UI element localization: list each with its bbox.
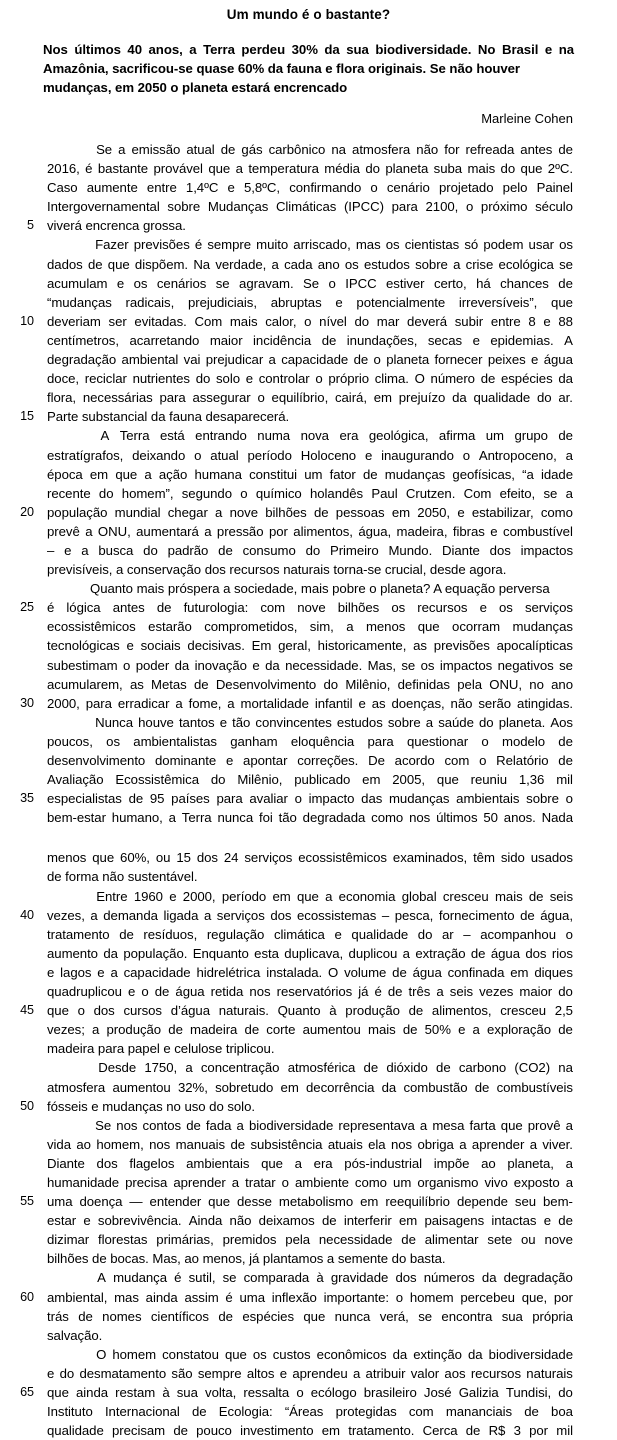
line-text: 2016, é bastante provável que a temperatura média do planeta suba mais do que 2ºC. — [47, 161, 573, 177]
text-line — [0, 944, 617, 963]
line-text: flora, necessárias para assegurar o equilíbrio, cairá, em prejuízo da qualidade do ar. — [47, 390, 573, 406]
text-line — [0, 789, 617, 808]
line-text: estar e sobrevivência. Ainda não deixamos de interferir em paisagens intactas e de — [47, 1213, 573, 1229]
text-line — [0, 1345, 617, 1364]
text-line — [0, 770, 617, 789]
line-number: 20 — [20, 504, 34, 519]
paragraph-indent — [47, 426, 90, 445]
text-line — [0, 617, 617, 636]
text-line — [0, 1116, 617, 1135]
text-line — [0, 1135, 617, 1154]
paragraph-indent — [47, 713, 90, 732]
line-text: desenvolvimento dominante e apontar correções. De acordo com o Relatório de — [47, 753, 573, 768]
line-text: estratígrafos, deixando o atual período Holoceno e inaugurando o Antropoceno, a — [47, 447, 573, 463]
text-line — [0, 178, 617, 197]
text-line — [0, 388, 617, 407]
line-text: aumento da população. Enquanto esta duplicava, duplicou a extração de água dos rios — [47, 945, 573, 961]
line-text: uma doença — entender que desse metabolismo em reequilíbrio depende seu bem- — [47, 1194, 573, 1210]
text-line — [0, 867, 617, 886]
line-number: 30 — [20, 695, 34, 710]
text-line — [0, 1230, 617, 1249]
line-number: 15 — [20, 409, 34, 424]
line-text: poucos, os ambientalistas ganham eloquência para questionar o modelo de — [47, 733, 573, 749]
text-line — [0, 1001, 617, 1020]
line-text: especialistas de 95 países para avaliar o impacto das mudanças ambientais sobre o — [47, 791, 573, 807]
page-break-gap — [0, 827, 617, 848]
line-number: 55 — [20, 1194, 34, 1209]
line-text: recente do homem”, segundo o químico holandês Paul Crutzen. Com efeito, se a — [47, 485, 573, 501]
line-text: Instituto Internacional de Ecologia: “Áreas protegidas com mananciais de boa — [47, 1404, 573, 1420]
line-text: de forma não sustentável. — [47, 869, 198, 885]
line-text: época em que a ação humana constitui um fator de mudanças geofísicas, “a idade — [47, 466, 573, 482]
lead-paragraph — [0, 23, 617, 97]
paragraph-indent — [47, 887, 90, 906]
text-line — [0, 541, 617, 560]
line-text: A mudança é sutil, se comparada à gravidade dos números da degradação — [47, 1268, 573, 1287]
text-line — [0, 1364, 617, 1383]
text-line — [0, 1192, 617, 1211]
line-number: 5 — [27, 218, 34, 233]
text-line — [0, 1020, 617, 1039]
line-text: Entre 1960 e 2000, período em que a economia global cresceu mais de seis — [47, 887, 573, 906]
text-line — [0, 1326, 617, 1345]
line-text: bilhões de bocas. Mas, ao menos, já plantamos a semente do basta. — [47, 1251, 446, 1267]
paragraph-indent — [47, 579, 90, 598]
paragraph-indent — [47, 1116, 90, 1135]
line-text: Caso aumente entre 1,4ºC e 5,8ºC, confirmando o cenário projetado pelo Painel — [47, 180, 573, 196]
line-text: – e a busca do padrão de consumo do Primeiro Mundo. Diante dos impactos — [47, 542, 573, 558]
line-text: acumularem, as Metas de Desenvolvimento do Milênio, definidas pela ONU, no ano — [47, 676, 573, 692]
text-line — [0, 1173, 617, 1192]
text-line — [0, 1307, 617, 1326]
line-text: e do desmatamento são sempre altos e aprendeu a atribuir valor aos recursos naturais — [47, 1365, 573, 1381]
line-text: vida ao homem, nos manuais de subsistência atuais ela nos obriga a aprender a viver. — [47, 1136, 573, 1152]
text-line — [0, 1249, 617, 1268]
line-text: trás de nomes científicos de espécies que nunca verá, se encontra sua própria — [47, 1308, 573, 1324]
text-line — [0, 235, 617, 254]
line-text: dados de que dispõem. Na verdade, a cada ano os estudos sobre a crise ecológica se — [47, 256, 573, 272]
line-text: Se a emissão atual de gás carbônico na atmosfera não for refreada antes de — [47, 140, 573, 159]
text-line — [0, 369, 617, 388]
line-text: Diante dos flagelos ambientais que a era pós-industrial impõe ao planeta, a — [47, 1155, 573, 1171]
text-line — [0, 1078, 617, 1097]
text-line — [0, 216, 617, 235]
line-text: doce, reciclar nutrientes do solo e controlar o próprio clima. O número de espécies da — [47, 371, 573, 387]
text-line — [0, 963, 617, 982]
line-text: 2000, para erradicar a fome, a mortalidade infantil e as doenças, não serão atingidas. — [47, 695, 573, 711]
text-line — [0, 1039, 617, 1058]
line-text: atmosfera aumentou 32%, sobretudo em decorrência da combustão de combustíveis — [47, 1079, 573, 1095]
line-text: salvação. — [47, 1327, 103, 1343]
text-line — [0, 636, 617, 655]
line-text: que o dos cursos d’água naturais. Quanto à produção de alimentos, cresceu 2,5 — [47, 1003, 573, 1019]
text-line — [0, 1154, 617, 1173]
text-line — [0, 274, 617, 293]
text-line — [0, 350, 617, 369]
text-line — [0, 1211, 617, 1230]
line-text: é lógica antes de futurologia: com nove bilhões os recursos e os serviços — [47, 600, 573, 616]
text-line — [0, 579, 617, 598]
text-line — [0, 293, 617, 312]
text-line — [0, 1058, 617, 1077]
line-text: ambiental, mas ainda assim é uma inflexão importante: o homem percebeu que, por — [47, 1289, 573, 1305]
line-text: Desde 1750, a concentração atmosférica de dióxido de carbono (CO2) na — [47, 1058, 573, 1077]
lead-line-3: mudanças, em 2050 o planeta estará encrencado — [43, 80, 348, 95]
text-line — [0, 656, 617, 675]
text-line — [0, 598, 617, 617]
text-line — [0, 426, 617, 445]
text-line — [0, 887, 617, 906]
line-text: menos que 60%, ou 15 dos 24 serviços ecossistêmicos examinados, têm sido usados — [47, 850, 573, 866]
paragraph-indent — [47, 1268, 90, 1287]
line-text: Intergovernamental sobre Mudanças Climáticas (IPCC) para 2100, o próximo século — [47, 199, 573, 215]
author-byline: Marleine Cohen — [481, 111, 573, 126]
text-line — [0, 465, 617, 484]
text-line — [0, 713, 617, 732]
text-line — [0, 1421, 617, 1440]
text-line — [0, 808, 617, 827]
line-text: ecossistêmicos estarão comprometidos, sim, a menos que ocorram mudanças — [47, 619, 573, 635]
line-text: “mudanças radicais, prejudiciais, abruptas e potencialmente irreversíveis”, que — [47, 294, 573, 310]
line-text: Fazer previsões é sempre muito arriscado, mas os cientistas só podem usar os — [47, 235, 573, 254]
text-line — [0, 1097, 617, 1116]
line-text: quadruplicou e o de água retida nos reservatórios já é de três a seis vezes maior do — [47, 984, 573, 1000]
line-text: dizimar florestas primárias, premidos pela necessidade de alimentar sete ou nove — [47, 1232, 573, 1248]
line-text: A Terra está entrando numa nova era geológica, afirma um grupo de — [47, 426, 573, 445]
line-number: 25 — [20, 600, 34, 615]
line-text: população mundial chegar a nove bilhões de pessoas em 2050, e estabilizar, como — [47, 504, 573, 520]
line-text: e lagos e a capacidade hidrelétrica instalada. O volume de água confinada em diques — [47, 964, 573, 980]
paragraph-indent — [47, 235, 90, 254]
line-text: Se nos contos de fada a biodiversidade representava a mesa farta que provê a — [47, 1116, 573, 1135]
line-text: vezes; a produção de madeira de corte aumentou mais de 50% e a exploração de — [47, 1022, 573, 1038]
text-line — [0, 732, 617, 751]
text-line — [0, 407, 617, 426]
line-text: acumulam e os cenários se agravam. Se o IPCC estiver certo, há chances de — [47, 275, 573, 291]
text-line — [0, 1383, 617, 1402]
lead-line-2: Amazônia, sacrificou-se quase 60% da fauna e flora originais. Se não houver — [43, 61, 521, 76]
paragraph-indent — [47, 140, 90, 159]
line-number: 45 — [20, 1003, 34, 1018]
line-text: deveriam ser evitadas. Com mais calor, o nível do mar deverá subir entre 8 e 88 — [47, 313, 573, 329]
text-line — [0, 1402, 617, 1421]
numbered-body-text — [0, 127, 617, 1440]
text-line — [0, 159, 617, 178]
text-line — [0, 197, 617, 216]
paragraph-indent — [47, 1058, 90, 1077]
line-text: Avaliação Ecossistêmica do Milênio, publicado em 2005, que reuniu 1,36 mil — [47, 772, 573, 788]
line-text: Nunca houve tantos e tão convincentes estudos sobre a saúde do planeta. Aos — [47, 713, 573, 732]
line-text: prevê a ONU, aumentará a pressão por alimentos, água, madeira, fibras e combustível — [47, 523, 573, 539]
text-line — [0, 503, 617, 522]
text-line — [0, 560, 617, 579]
line-number: 35 — [20, 791, 34, 806]
line-number: 40 — [20, 907, 34, 922]
line-text: fósseis e mudanças no uso do solo. — [47, 1098, 255, 1114]
paragraph-indent — [47, 1345, 90, 1364]
page-title: Um mundo é o bastante? — [226, 7, 391, 22]
line-text: subestimam o poder da inovação e da necessidade. Mas, se os impactos negativos se — [47, 657, 573, 673]
line-number: 60 — [20, 1289, 34, 1304]
line-text: Quanto mais próspera a sociedade, mais pobre o planeta? A equação perversa — [47, 579, 573, 598]
text-line — [0, 331, 617, 350]
text-line — [0, 906, 617, 925]
text-line — [0, 694, 617, 713]
line-text: degradação ambiental vai prejudicar a capacidade de o planeta fornecer peixes e água — [47, 352, 573, 368]
line-text: vezes, a demanda ligada a serviços dos ecossistemas – pesca, fornecimento de água, — [47, 907, 573, 923]
text-line — [0, 255, 617, 274]
line-text: viverá encrenca grossa. — [47, 218, 186, 234]
text-line — [0, 1268, 617, 1287]
text-line — [0, 312, 617, 331]
text-line — [0, 848, 617, 867]
line-text: O homem constatou que os custos econômicos da extinção da biodiversidade — [47, 1345, 573, 1364]
text-line — [0, 675, 617, 694]
text-line — [0, 484, 617, 503]
text-line — [0, 140, 617, 159]
line-text: tratamento de resíduos, regulação climática e qualidade do ar – acompanhou o — [47, 926, 573, 942]
line-text: qualidade precisam de pouco investimento em tratamento. Cerca de R$ 3 por mil — [47, 1423, 573, 1439]
lead-line-1: Nos últimos 40 anos, a Terra perdeu 30% da sua biodiversidade. No Brasil e na — [43, 42, 574, 57]
line-number: 10 — [20, 313, 34, 328]
text-line — [0, 751, 617, 770]
line-text: previsíveis, a conservação dos recursos naturais torna-se crucial, desde agora. — [47, 562, 507, 578]
line-number: 65 — [20, 1385, 34, 1399]
line-text: humanidade precisa aprender a tratar o ambiente como um organismo vivo exposto a — [47, 1174, 573, 1190]
line-text: Parte substancial da fauna desaparecerá. — [47, 409, 290, 425]
line-text: centímetros, acarretando maior incidência de inundações, secas e epidemias. A — [47, 332, 573, 348]
line-text: tecnológicas e sociais decisivas. Em geral, historicamente, as previsões apocalípticas — [47, 638, 573, 654]
line-text: bem-estar humano, a Terra nunca foi tão degradada como nos últimos 50 anos. Nada — [47, 810, 573, 826]
line-text: que ainda restam à sua volta, ressalta o ecólogo brasileiro José Galizia Tundisi, do — [47, 1385, 573, 1400]
line-text: madeira para papel e celulose triplicou. — [47, 1041, 275, 1057]
text-line — [0, 446, 617, 465]
text-line — [0, 1288, 617, 1307]
line-number: 50 — [20, 1098, 34, 1113]
text-line — [0, 522, 617, 541]
text-line — [0, 925, 617, 944]
text-line — [0, 982, 617, 1001]
